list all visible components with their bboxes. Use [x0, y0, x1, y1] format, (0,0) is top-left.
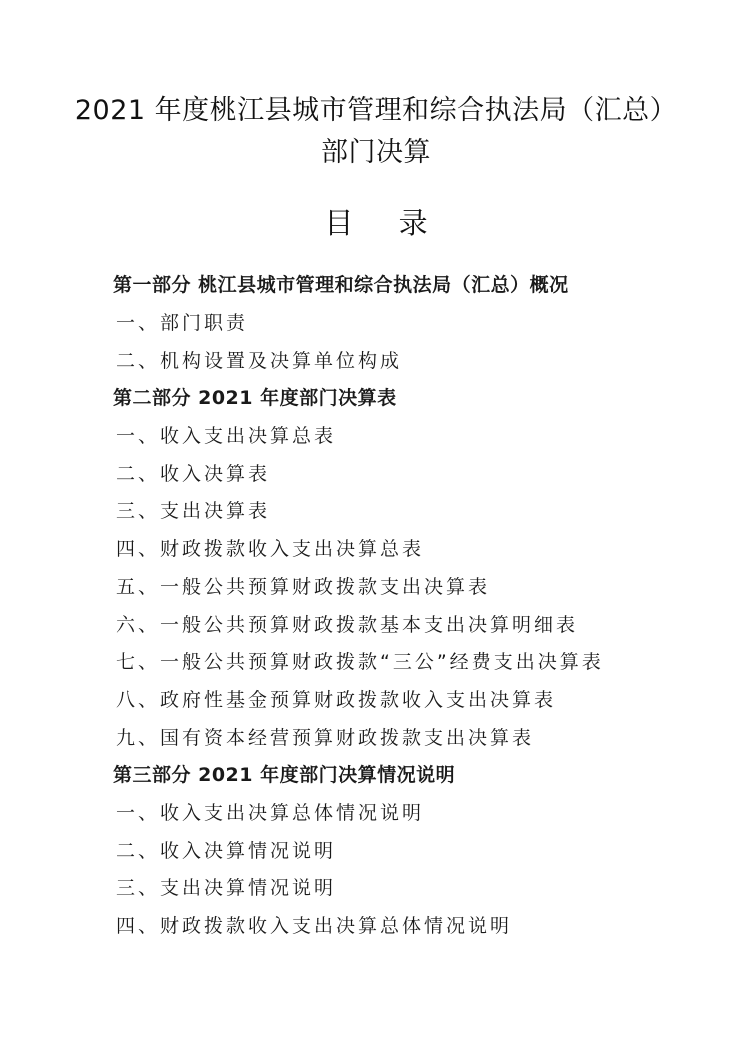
toc-part-2-item-8: 八、政府性基金预算财政拨款收入支出决算表 — [116, 689, 557, 711]
document-title-line-2: 部门决算 — [321, 137, 431, 168]
toc-part-2-item-5: 五、一般公共预算财政拨款支出决算表 — [116, 576, 491, 598]
toc-part-2-item-4: 四、财政拨款收入支出决算总表 — [116, 538, 425, 560]
toc-part-3-item-4: 四、财政拨款收入支出决算总体情况说明 — [116, 915, 513, 937]
toc-part-1-item-1: 一、部门职责 — [116, 312, 249, 334]
toc-heading: 目 录 — [324, 206, 446, 240]
toc-part-2-item-7: 七、一般公共预算财政拨款“三公”经费支出决算表 — [116, 651, 604, 673]
toc-part-3-item-3: 三、支出决算情况说明 — [116, 877, 337, 899]
toc-part-2-heading: 第二部分 2021 年度部门决算表 — [113, 387, 397, 409]
toc-part-3-heading: 第三部分 2021 年度部门决算情况说明 — [113, 764, 456, 786]
toc-part-3-item-2: 二、收入决算情况说明 — [116, 840, 337, 862]
toc-part-3-item-1: 一、收入支出决算总体情况说明 — [116, 802, 425, 824]
toc-part-2-item-2: 二、收入决算表 — [116, 463, 271, 485]
toc-part-2-item-9: 九、国有资本经营预算财政拨款支出决算表 — [116, 727, 535, 749]
toc-part-2-item-3: 三、支出决算表 — [116, 500, 271, 522]
toc-part-2-item-1: 一、收入支出决算总表 — [116, 425, 337, 447]
toc-part-1-item-2: 二、机构设置及决算单位构成 — [116, 350, 403, 372]
toc-part-1-heading: 第一部分 桃江县城市管理和综合执法局（汇总）概况 — [113, 274, 569, 296]
document-title-line-1: 2021 年度桃江县城市管理和综合执法局（汇总） — [74, 95, 678, 126]
toc-part-2-item-6: 六、一般公共预算财政拨款基本支出决算明细表 — [116, 614, 579, 636]
